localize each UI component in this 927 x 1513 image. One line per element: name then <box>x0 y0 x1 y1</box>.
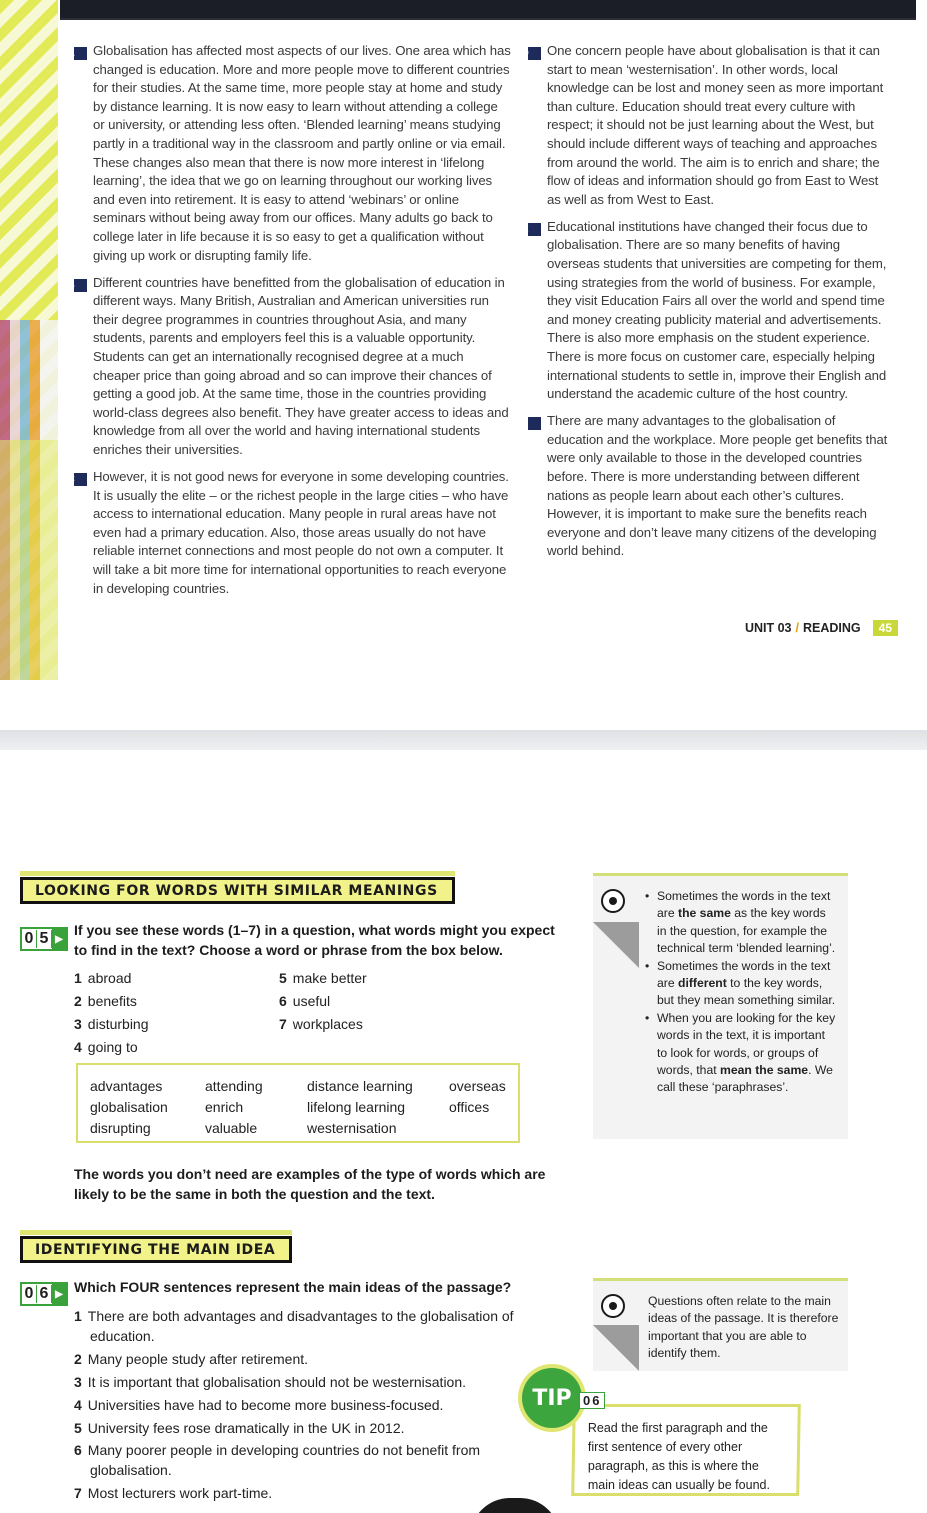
word-item <box>74 1039 138 1055</box>
box-word: attending <box>205 1078 263 1094</box>
tip-box-main-ideas <box>593 1278 848 1371</box>
tip-pointer <box>593 1325 639 1371</box>
section1-note: The words you don’t need are examples of the type of words which are likely to be the same in both the question and the text. <box>74 1166 546 1202</box>
paragraph-text: One concern people have about globalisation is that it can start to mean ‘westernisation’. In other words, local knowledge can be lost and money seen as more important than culture. Education should treat every culture with respect; it should not be just learning about the West, but should include different ways of teaching and approaches from around the world. The aim is to enrich and share; the flow of ideas and information should go from East to West as well as from West to East. <box>547 43 884 207</box>
item-word: abroad <box>87 970 132 986</box>
arrow-right-icon: ▶ <box>52 1284 66 1304</box>
reading-column-left <box>67 42 512 607</box>
paragraph-letter: C <box>74 473 87 486</box>
paragraph-letter: E <box>528 223 541 236</box>
paragraph-b <box>67 274 512 460</box>
box-word: disrupting <box>90 1120 151 1136</box>
item-number: 2 <box>74 993 82 1009</box>
sentence-item: 4 Universities have had to become more business-focused. <box>74 1397 444 1413</box>
tip-text: Questions often relate to the main ideas of the passage. It is therefore important that you are able to identify them. <box>648 1294 839 1361</box>
box-word: westernisation <box>307 1120 397 1136</box>
box-word: offices <box>449 1099 490 1115</box>
sentence-item: 7 Most lecturers work part-time. <box>74 1485 273 1501</box>
box-word: overseas <box>449 1078 506 1094</box>
target-icon <box>601 1294 625 1318</box>
exercise-page <box>0 750 927 1513</box>
paragraph-letter: F <box>528 417 541 430</box>
sentence-item: 2 Many people study after retirement. <box>74 1351 309 1367</box>
item-word: workplaces <box>292 1016 363 1032</box>
tip-bullet: • Sometimes the words in the text are different to the key words, but they mean something similar. <box>645 958 837 1010</box>
paragraph-c <box>67 468 512 598</box>
question-number-06 <box>20 1282 68 1306</box>
paragraph-d <box>521 42 892 209</box>
tip-06-text: Read the first paragraph and the first sentence of every other paragraph, as this is where the main ideas can usually be found. <box>587 1421 770 1492</box>
paragraph-text: Educational institutions have changed their focus due to globalisation. There are so many benefits of having overseas students that universities are competing for them, using strategies from the world of business. For example, they visit Education Fairs all over the world and spend time and money creating publicity material and advertisements. There is also more emphasis on the student experience. There is more focus on customer care, especially helping international students to settle in, improve their English and understand the academic culture of the host country. <box>547 218 887 402</box>
item-word: make better <box>292 970 367 986</box>
item-word: disturbing <box>87 1016 149 1032</box>
sentence-item: 3 It is important that globalisation should not be westernisation. <box>74 1374 467 1390</box>
section-heading-similar-meanings: LOOKING FOR WORDS WITH SIMILAR MEANINGS <box>20 877 455 904</box>
box-word: globalisation <box>90 1099 168 1115</box>
question-digit: 6 <box>37 1285 52 1303</box>
item-word: benefits <box>87 993 137 1009</box>
box-word: lifelong learning <box>307 1099 406 1115</box>
paragraph-a <box>67 42 512 265</box>
item-word: useful <box>292 993 331 1009</box>
paragraph-text: Different countries have benefitted from the globalisation of education in different ways. Many British, Australian and American universities run their degree programmes in countries throughout Asia, and many students, parents and employers feel this is a valuable opportunity. Students can get an internationally recognised degree at a much cheaper price than going abroad and so can improve their chances of getting a good job. At the same time, those in the countries providing world-class degrees also benefit. They have greater access to ideas and knowledge from all over the world and having international students enriches their universities. <box>93 274 509 457</box>
paragraph-letter: B <box>74 279 87 292</box>
tip-bullet: • When you are looking for the key words in the text, it is important to look for words, or groups of words, that mean the same. We call these ‘paraphrases’. <box>645 1010 837 1097</box>
word-box <box>76 1063 520 1143</box>
page-divider <box>0 730 927 750</box>
question-06-instruction: Which FOUR sentences represent the main ideas of the passage? <box>74 1279 512 1295</box>
side-photo <box>0 320 58 680</box>
paragraph-e <box>521 218 892 404</box>
question-number-05 <box>20 927 68 951</box>
word-item <box>279 1016 363 1032</box>
box-word: valuable <box>205 1120 258 1136</box>
question-digit: 0 <box>22 1285 37 1303</box>
footer-separator: / <box>795 621 799 635</box>
word-item <box>279 970 367 986</box>
paragraph-text: However, it is not good news for everyone in some developing countries. It is usually the elite – or the richest people in the large cities – who have access to international education. Many people in rural areas have not even had a primary education. Also, those areas usually do not have reliable internet connections and most people do not own a computer. It will take a bit more time for international opportunities to reach everyone in developing countries. <box>93 469 509 596</box>
paragraph-text: Globalisation has affected most aspects of our lives. One area which has changed is education. More and more people move to different countries for their studies. At the same time, more people stay at home and study by distance learning. It is now easy to learn without attending a college or university, or attending less often. ‘Blended learning’ means studying partly in a traditional way in the classroom and partly online or via email. These changes also mean that there is now more interest in ‘lifelong learning’, the idea that we go on learning throughout our working lives and even into retirement. It is easy to attend ‘webinars’ or online seminars without being away from our offices. Many adults go back to college later in life because it is so easy to get a qualification without giving up work or disrupting family life. <box>93 43 511 263</box>
item-word: going to <box>87 1039 138 1055</box>
textbook-page-45 <box>0 0 927 680</box>
page-footer <box>745 620 898 636</box>
paragraph-letter: A <box>74 47 87 60</box>
item-number: 4 <box>74 1039 82 1055</box>
box-word: advantages <box>90 1078 163 1094</box>
item-number: 7 <box>279 1016 287 1032</box>
tip-box-paraphrase <box>593 873 848 1139</box>
paragraph-text: There are many advantages to the globalisation of education and the workplace. More people get benefits that were only available to those in the developed countries before. There is more understanding between different nations as people learn about each other’s cultures. However, it is important to make sure the benefits reach everyone and don’t leave many citizens of the developing world behind. <box>547 413 888 559</box>
item-number: 6 <box>279 993 287 1009</box>
box-word: enrich <box>205 1099 244 1115</box>
word-item <box>74 1016 149 1032</box>
target-icon <box>601 889 625 913</box>
tip-bullet: • Sometimes the words in the text are the same as the key words in the question, for example the technical term ‘blended learning’. <box>645 888 837 958</box>
paragraph-f <box>521 412 892 561</box>
paragraph-letter: D <box>528 47 541 60</box>
item-number: 3 <box>74 1016 82 1032</box>
unit-label: UNIT 03 <box>744 621 792 635</box>
reading-column-right <box>521 42 892 570</box>
tip-pointer <box>593 922 639 968</box>
question-digit: 0 <box>22 930 37 948</box>
sentence-item: 5 University fees rose dramatically in the UK in 2012. <box>74 1420 405 1436</box>
word-item <box>74 970 131 986</box>
sentence-item: 1 There are both advantages and disadvantages to the globalisation of education. <box>74 1308 514 1344</box>
sentence-item: 6 Many poorer people in developing countries do not benefit from globalisation. <box>74 1442 481 1478</box>
question-05-instruction: If you see these words (1–7) in a question, what words might you expect to find in the text? Choose a word or phrase from the box below. <box>74 922 555 958</box>
item-number: 5 <box>279 970 287 986</box>
page-number: 45 <box>873 620 898 636</box>
word-item <box>279 993 330 1009</box>
title-banner <box>60 0 916 20</box>
question-digit: 5 <box>37 930 52 948</box>
tip-06-box <box>571 1404 801 1496</box>
word-item <box>74 993 137 1009</box>
tip-badge: TIP <box>522 1368 582 1428</box>
section-heading-main-idea: IDENTIFYING THE MAIN IDEA <box>20 1236 292 1263</box>
arrow-right-icon: ▶ <box>52 929 66 949</box>
item-number: 1 <box>74 970 82 986</box>
section-label: READING <box>802 621 861 635</box>
tip-number: 06 <box>579 1392 605 1409</box>
box-word: distance learning <box>307 1078 413 1094</box>
